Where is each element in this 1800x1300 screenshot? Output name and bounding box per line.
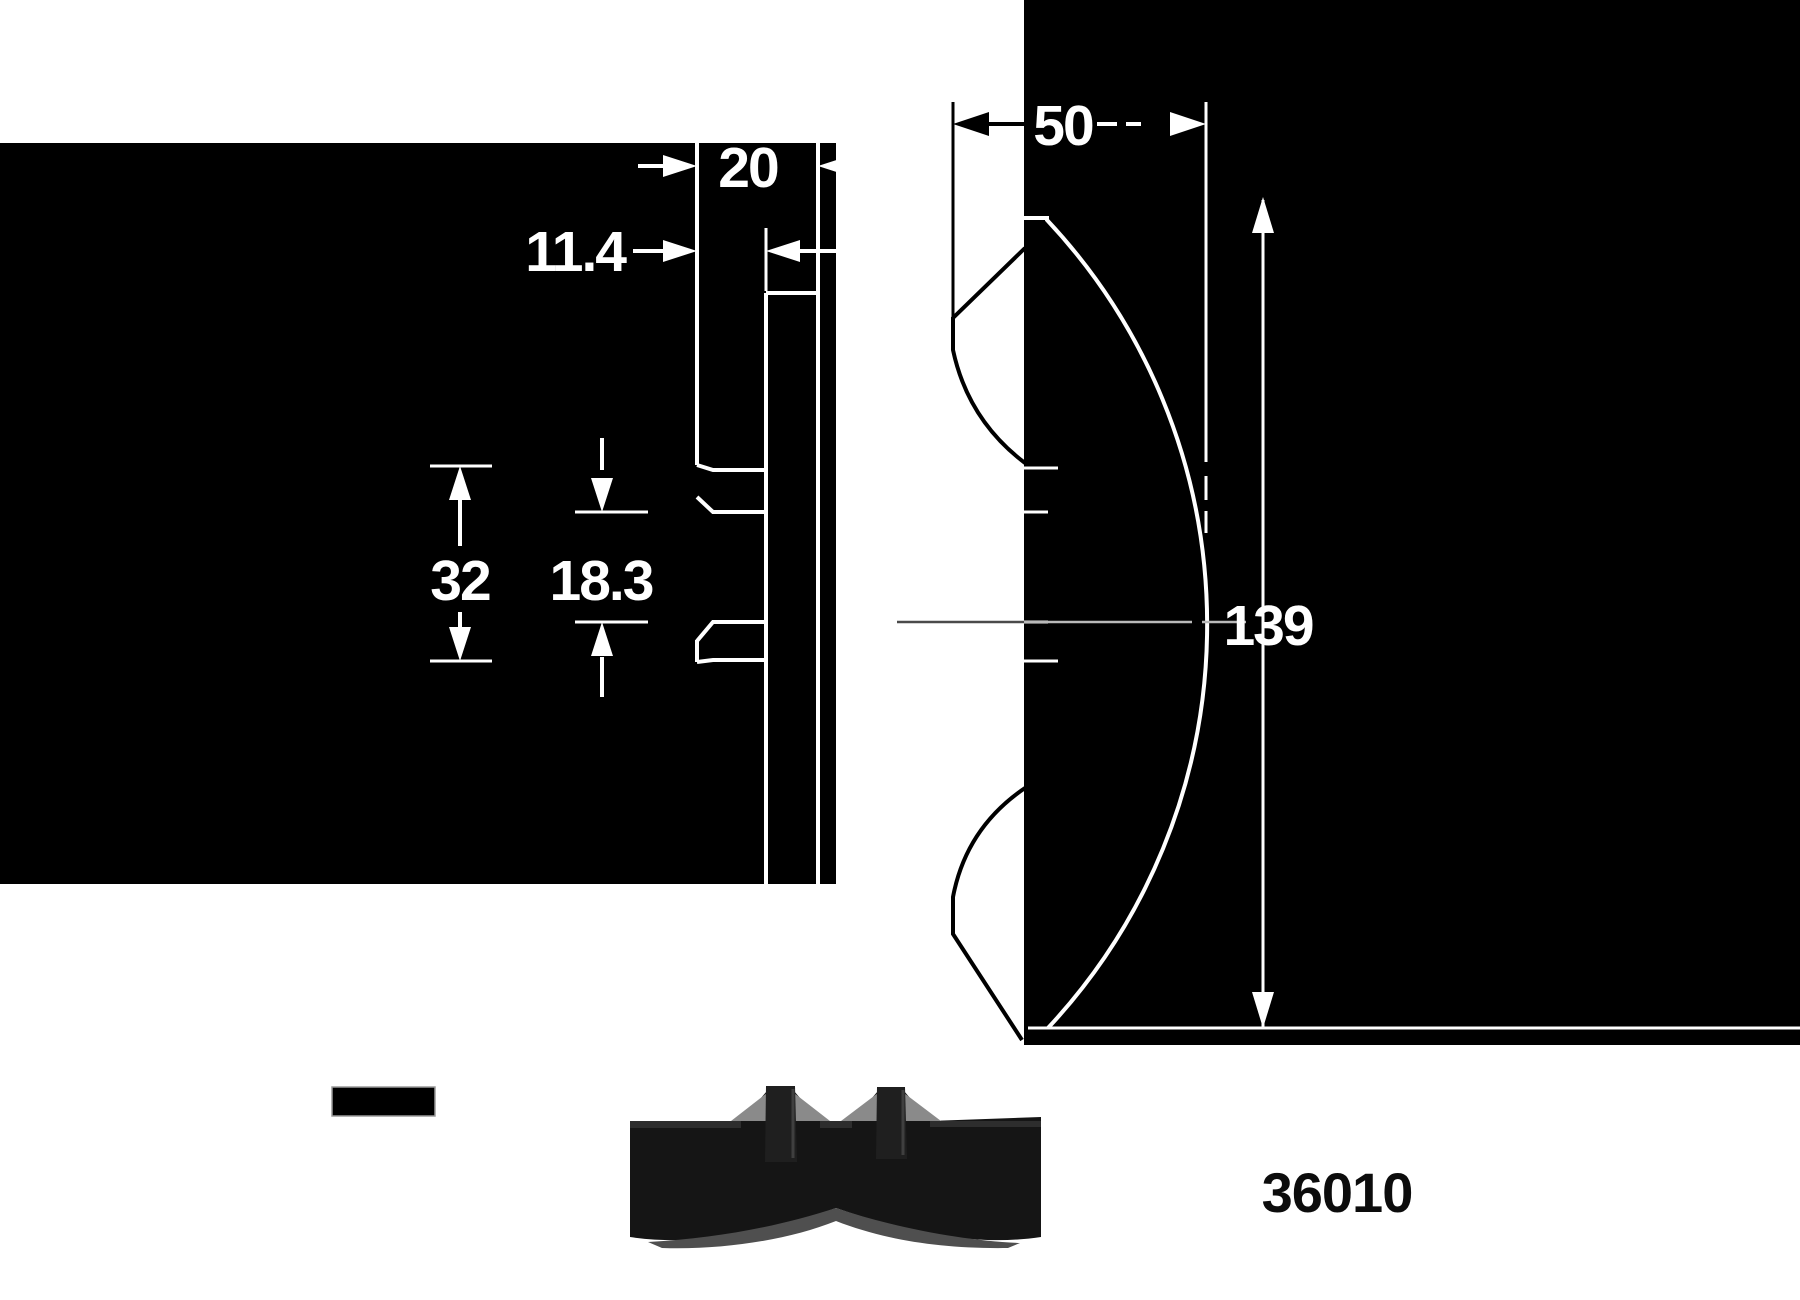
- back-chamfer-top: [953, 248, 1025, 463]
- right-view-background: [1024, 0, 1800, 1045]
- dim-height-label: 139: [1223, 594, 1313, 658]
- back-chamfer-bottom: [953, 788, 1025, 1040]
- left-view-background: [0, 143, 836, 884]
- dim-50-arrow-left-icon: [953, 112, 989, 136]
- product-gap-wedge-2: [794, 1093, 830, 1121]
- product-gap-wedge-1: [731, 1093, 767, 1121]
- dim-top-width-label: 20: [718, 136, 778, 200]
- dim-inner-span-label: 18.3: [549, 549, 653, 613]
- product-block-top-left: [630, 1121, 741, 1128]
- part-number: 36010: [1261, 1161, 1413, 1224]
- left-section-view: [0, 136, 852, 884]
- right-profile-view: [897, 0, 1800, 1045]
- dim-peg-height-label: 11.4: [525, 220, 625, 284]
- dim-depth-label: 50: [1033, 94, 1093, 158]
- footer-row: [332, 1086, 1412, 1248]
- color-swatch: [332, 1087, 435, 1116]
- product-gap-wedge-3: [841, 1093, 878, 1121]
- product-block-top-middle: [820, 1121, 852, 1128]
- product-photo: [630, 1086, 1041, 1248]
- dim-outer-span-label: 32: [430, 549, 490, 613]
- product-gap-wedge-4: [904, 1093, 941, 1121]
- product-block-top-right: [930, 1121, 1041, 1127]
